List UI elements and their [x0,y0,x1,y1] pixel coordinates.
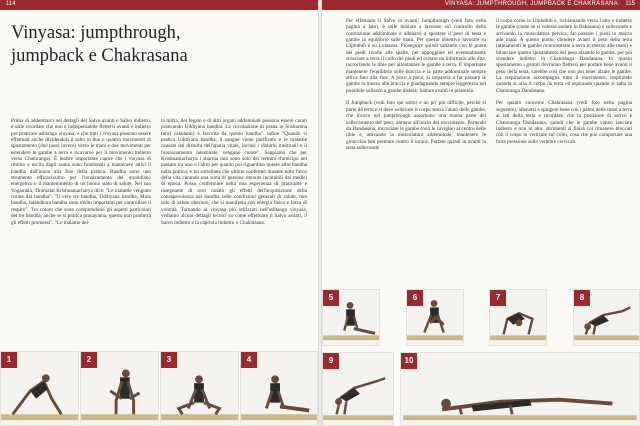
photo-7 [489,289,547,346]
photo-5-badge: 5 [323,290,339,306]
photo-3-badge: 3 [161,352,177,368]
title-line-1: Vinyasa: jumpthrough, [11,23,181,43]
right-col2-text: il corpo come in Utpluthih e, richiamando verso l'alto e indietro le gambe (come se si volesse andare in Bakasana) e sollevando e arrivando la muscolatura pelvica, far passare i piedi in mezzo alle mani. A questo punto, chiudere avanti il peso della testa (aliniamenti le gambe riconcentrate a terra in mezzo alle mani) e bilanciare questo spostamento del peso alzando le gambe, per poi scendere indietro in Chaturanga Dandasana. In questo spostamento i gomiti dovranno flettersi per portare bene avanti il peso della testa, sarebbe cosí che non poi tener alzate le gambe. La respirazione accompagna tutto il movimento, inspirando quando si alza il corpo da terra ed espirando quando si salta in Chaturanga Dandasana. Per quanto concerne Chakrasana (vedi foto nella pagina seguente), allenarsi a spingere bene con i palmi delle mani a terra ai lati della testa e ricordarsi che la posizione di arrivo è Chaturanga Dandasana, quindi che le gambe vanno lanciate indietro e non in alto, altrimenti si finirà col rimanere bloccati con il corpo in verticale sul collo, cosa che può comportare una forte pressione sulle vertebre cervicali. [496,18,632,145]
photo-2 [80,351,159,426]
photo-7-badge: 7 [490,290,506,306]
photo-4 [240,351,318,426]
left-body-column-1 [11,118,151,343]
running-head: VINYASA: JUMPTHROUGH, JUMPBACK E CHAKRASANA [444,1,618,7]
right-body-column-2 [496,18,632,282]
title-line-2: jumpback e Chakrasana [11,46,188,66]
photo-1 [0,351,79,426]
photo-4-badge: 4 [241,352,257,368]
photo-1-badge: 1 [1,352,17,368]
right-page-number: 115 [625,1,635,7]
photo-10 [400,352,640,426]
left-body-column-2 [161,118,307,343]
photo-8-badge: 8 [574,290,590,306]
photo-3 [160,351,239,426]
pose-illustration-10 [401,353,639,425]
left-col2-text: la milza, del fegato e di altri organi addominali possono essere curati praticando Uddiyana bandha. La circolazione di prana in Sushumna (altri cakelami) è favorita da questo bandha". infine "Quando si pratica Uddiyana bandha, il sangue viene purificato e le malattie causate dai disturbi dell'apatia vitale, inclusi i disturbi mestruali e il funzionamento intestinale, vengono curate". Sappiamo che per Krishnamacharya i sharma non sono solo dei termini d'anticipo nel passare tra uno o l'altro per quanto poi riguardino queste altre bandha nella pratica, e lui sottolinea che ultimo confermò durante tutto l'arco della vita curando una sorta di persone ritenute incurabili dai medici di epoca. Posso confermare nella mia esperienza di praticante e insegnante di aver notato gli effetti dell'acquisizione della consapevolezza dei bandha sulle condizioni generali di salute, non solo di salute ulteriore, che si manifesta con energia fisica e forza di volontà. Tornando ai vinyasa più utilizzati nell'ashtanga vinyasa, vediamo alcuni dettagli tecnici su come effettuare il Salvo avanti, il Salvo indietro e la capriola indietro o Chakrasana. [161,118,307,226]
photo-9 [322,352,394,426]
page-title [11,22,271,68]
left-page [0,0,318,426]
photo-5 [322,289,380,346]
photo-6-badge: 6 [407,290,423,306]
right-page [322,0,640,426]
photo-10-badge: 10 [401,353,417,369]
left-page-number: 114 [6,1,16,7]
right-col1-text: Per effettuare il Salvo in avanti, Jumpthrough (vedi foto nella pagina a lato), è utile iniziare a lavorare sul controllo della contrazione addominale e allenarsi a spostare il peso di testa e gambe in equilibrio sulle mani. Per questo obiettivo lavorate su Utpluthih e su Lolasana. Proseguire quindi saltando con le punte dei piedi rivolte alle spalle, per appoggiare ed eventualmente strisciare a terra il collo dei piedi ed evitare un infortunio alle dita, incrociando le tibie per allontanare le gambe a terra. È importante mantenere l'equilibrio sulle braccia e la parte addominale sempre attiva fino alla fine. A poco a poco, si imparerà a far passare le gambe in mezzo alle braccia e guadagnando sempre leggerezza nel possibile sollazzo a gambe distese. Saltare avanti in piramida. Il Jumpback (vedi foto qui sotto) è un po' più difficile, perché si parte da terra e si deve sollevare il corpo senza l'aiuto delle gambe, che invece nel jumpthrough assorbono una buona parte del sollevamento del peso, almeno all'inizio del movimento. Partendo da Dandasana, incrociare le gambe (non le caviglie) al centro delle tibie e, attivando la muscolatura addominale, mantenere le ginocchia ben premute contro il torace. Portare quindi in avanti la testa sollevando [346,18,486,151]
photo-8 [573,289,640,346]
right-header-bar [322,0,640,10]
right-body-column-1 [346,18,486,282]
photo-6 [406,289,464,346]
left-col1-text: Prima di addentrarci nel dettagli del Salvo avanti e Salvo indietro, è utile ricordare che non è indispensabile flettersi avanti e indietro per praticare ashtanga vinyasa, e che tutti i vinyasa possono essere effettuati anche dividendoli il salto in due o quattro movimenti di spostamento (due passi invece) verso le mani e due movimenti per estendere le gambe a terra e ricavarne per il movimento indietro verso Chaturanga). È inoltre importante capire che i vinyasa di ritorno e uscita dagli asana sono funzionali a mantenere attivi il bandha dall'inizio alla fine della pratica. Bandha sono uno strumento efficacissimo per l'innalzamento del quotidiano energetico e il mantenimento di un buono stato di salute. Nel suo Yogamālā, Tirumalai Krishnamacharya dice: "Le malattie vengono curate dal bandha". "Il vero tre bandha, Uddiyana bandha, Mula bandha, Jalandhara bandha sono molto importanti per controllare il respiro". Tra coloro che sono comprendono gli aspetti particolari dei tre bandha, anche se si pratica pranayama, questo non produrrà gli effetti promessi". "Le malattie del- [11,118,151,226]
photo-9-badge: 9 [323,353,339,369]
photo-2-badge: 2 [81,352,97,368]
left-header-bar [0,0,318,10]
